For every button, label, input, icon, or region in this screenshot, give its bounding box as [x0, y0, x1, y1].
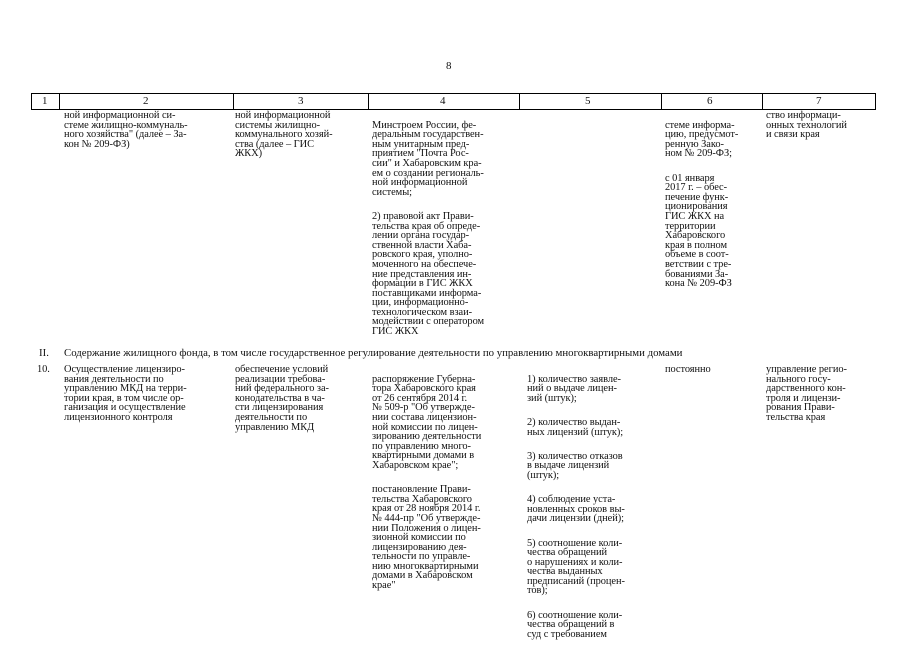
- cell-row10-col1: 10.: [37, 364, 50, 375]
- cell-row10-col2: Осуществление лицензиро- вания деятельности по управлению МКД на терри- тории края, в том числе ор- ганизация и осуществление лицензионного контроля: [64, 364, 187, 423]
- cell-row-cont-col2: ной информационной си- стеме жилищно-коммуналь- ного хозяйства" (далее – За- кон № 209-ФЗ): [64, 110, 188, 150]
- column-header-6: 6: [707, 95, 713, 107]
- cell-row10-col3: обеспечение условий реализации требова- ний федерального за- конодательства в ча- сти лицензирования деятельности по управлению МКД: [235, 364, 329, 433]
- column-header-3: 3: [298, 95, 304, 107]
- cell-paragraph: распоряжение Губерна- тора Хабаровского края от 26 сентября 2014 г. № 509-р "Об утвержде- нии состава лицензион- ной комиссии по лицен- зированию деятельности по управлению много- квартирными домами в Хабаровском крае";: [372, 373, 482, 471]
- section-title: Содержание жилищного фонда, в том числе государственное регулирование деятельности по управлению многоквартирными домами: [64, 347, 683, 359]
- section-number: II.: [39, 347, 49, 359]
- column-header-1: 1: [42, 95, 48, 107]
- page-number: 8: [446, 60, 452, 72]
- cell-paragraph: 5) соотношение коли- чества обращений о нарушениях и коли- чества выданных предписаний (процен- тов);: [527, 537, 625, 597]
- cell-row-cont-col7: ство информаци- онных технологий и связи края: [766, 110, 847, 141]
- column-header-5: 5: [585, 95, 591, 107]
- cell-row10-col6: постоянно: [665, 364, 711, 375]
- column-header-7: 7: [816, 95, 822, 107]
- cell-paragraph: с 01 января 2017 г. – обес- печение функ- ционирования ГИС ЖКХ на территории Хабаровского края в полном объеме в соот- ветствии с тре- бованиями За- кона № 209-ФЗ: [665, 172, 732, 290]
- cell-paragraph: стеме информа- цию, предусмот- ренную Зако- ном № 209-ФЗ;: [665, 119, 739, 160]
- cell-paragraph: 3) количество отказов в выдаче лицензий (штук);: [527, 450, 623, 481]
- cell-paragraph: 2) правовой акт Прави- тельства края об опреде- лении органа государ- ственной власти Хаба- ровского края, уполно- моченного на обеспече- ние представления ин- формации в ГИС ЖКХ поставщиками информа- ции, информационно- технологическом взаи- модействии с оператором ГИС ЖКХ: [372, 210, 485, 338]
- cell-row-cont-col3: ной информационной системы жилищно- коммунального хозяй- ства (далее – ГИС ЖКХ): [235, 110, 333, 160]
- column-header-2: 2: [143, 95, 149, 107]
- cell-row10-col7: управление регио- нального госу- дарственного кон- троля и лицензи- рования Прави- тельства края: [766, 364, 847, 423]
- cell-row10-col4: [372, 365, 520, 605]
- cell-paragraph: 2) количество выдан- ных лицензий (штук);: [527, 416, 624, 438]
- cell-paragraph: 4) соблюдение уста- новленных сроков вы- дачи лицензии (дней);: [527, 494, 625, 525]
- cell-paragraph: 1) количество заявле- ний о выдаче лицен- зий (штук);: [527, 373, 621, 404]
- table-header-row: [31, 93, 876, 110]
- cell-paragraph: постановление Прави- тельства Хабаровского края от 28 ноября 2014 г. № 444-пр "Об утвержде- нии Положения о лицен- зионной комиссии по лицензированию дея- тельности по управле- нию многоквартирными домами в Хабаровском крае": [372, 484, 481, 592]
- column-header-4: 4: [440, 95, 446, 107]
- cell-row-cont-col6: [665, 111, 761, 303]
- cell-paragraph: Минстроем России, фе- деральным государствен- ным унитарным пред- приятием "Почта Рос- сии" и Хабаровским кра- ем о создании региональ- ной информационной системы;: [372, 119, 484, 198]
- cell-paragraph: 6) соотношение коли- чества обращений в суд с требованием: [527, 609, 623, 640]
- cell-row-cont-col4: [372, 111, 520, 351]
- cell-row10-col5: [527, 365, 659, 654]
